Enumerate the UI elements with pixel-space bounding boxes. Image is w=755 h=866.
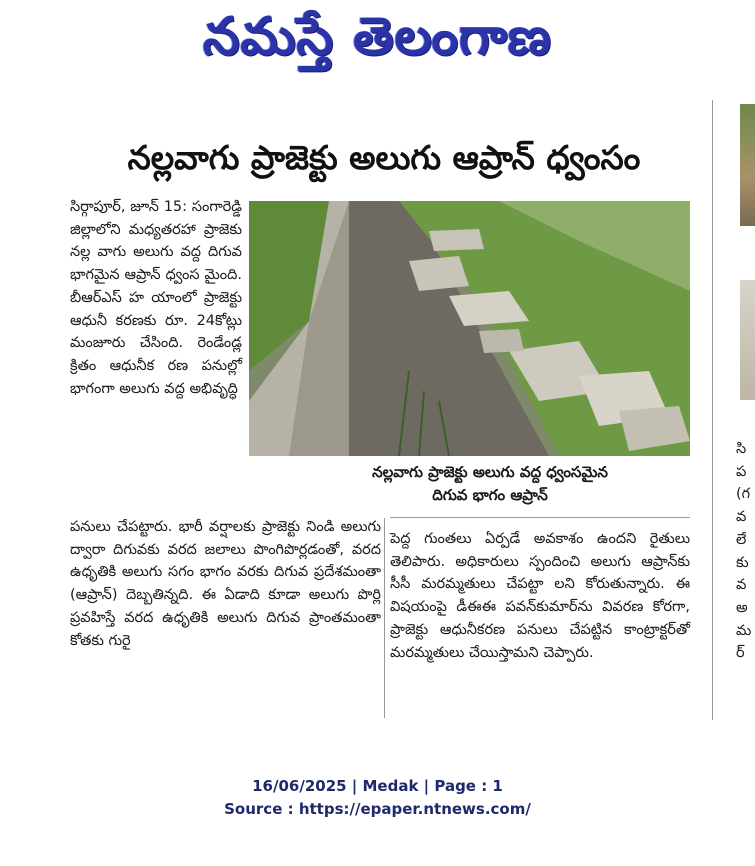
adjacent-text-line: సి	[736, 441, 747, 457]
newspaper-masthead: నమస్తే తెలంగాణ	[203, 7, 552, 67]
column-divider	[384, 518, 385, 718]
footer-edition-info: 16/06/2025 | Medak | Page : 1	[252, 777, 503, 795]
article-body-bottom-left: పనులు చేపట్టారు. భారీ వర్షాలకు ప్రాజెక్టు నిండి అలుగు ద్వారా దిగువకు వరద జలాలు పొంగిపొర్లడంతో, వరద ఉధృతికి అలుగు సగం భాగం వరకు దిగువ ప్రదేశమంతా (ఆప్రాన్) దెబ్బతిన్నది. ఈ ఏడాది కూడా అలుగు పొర్లి ప్రవహిస్తే వరద ఉధృతికి అలుగు దిగువ ప్రాంతమంతా కోతకు గురై	[70, 519, 381, 649]
article-body-bottom-right: పెద్ద గుంతలు ఏర్పడే అవకాశం ఉందని రైతులు తెలిపారు. అధికారులు స్పందించి అలుగు ఆప్రాన్‌కు సీసీ మరమ్మతులు చేపట్టా లని కోరుతున్నారు. ఈ విషయంపై డీఈఈ పవన్‌కుమార్‌ను వివరణ కోరగా, ప్రాజెక్టు ఆధునీకరణ పనులు చేపట్టిన కాంట్రాక్టర్‌తో మరమ్మతులు చేయిస్తామని చెప్పారు.	[390, 531, 690, 661]
adjacent-text-line: మ	[736, 622, 752, 639]
adjacent-text-line: వ	[736, 509, 747, 526]
adjacent-article-text	[736, 438, 755, 665]
adjacent-text-line: కు	[736, 554, 749, 571]
adjacent-article-photo	[740, 104, 755, 226]
adjacent-text-line: అ	[736, 599, 748, 616]
photo-caption-line: నల్లవాగు ప్రాజెక్టు అలుగు వద్ద ధ్వంసమైన	[372, 463, 608, 481]
adjacent-text-line: లే	[736, 531, 747, 548]
adjacent-text-line: ప	[736, 463, 747, 480]
article-photo-damaged-apron	[249, 201, 690, 456]
adjacent-article-photo-2	[740, 280, 755, 400]
divider-line	[390, 517, 690, 518]
article-body-left-column: సిర్గాపూర్, జూన్ 15: సంగారెడ్డి జిల్లాలోని మధ్యతరహా ప్రాజెకు నల్ల వాగు అలుగు వద్ద దిగువ భాగమైన ఆప్రాన్ ధ్వంస మైంది. బీఆర్ఎస్ హ యాంలో ప్రాజెక్టు ఆధునీ కరణకు రూ. 24కోట్లు మంజూరు చేసింది. రెండేండ్ల క్రితం ఆధునీక రణ పనుల్లో భాగంగా అలుగు వద్ద అభివృద్ధి	[70, 199, 242, 397]
column-divider	[712, 100, 713, 720]
footer-source-link[interactable]: Source : https://epaper.ntnews.com/	[224, 800, 531, 818]
adjacent-text-line: వ	[736, 577, 747, 594]
photo-caption-line: దిగువ భాగం ఆప్రాన్	[432, 486, 548, 504]
photo-caption	[300, 461, 680, 507]
adjacent-text-line: ర్	[736, 645, 745, 662]
page-footer	[0, 775, 755, 821]
adjacent-text-line: (గ	[736, 486, 751, 503]
article-headline: నల్లవాగు ప్రాజెక్టు అలుగు ఆప్రాన్ ధ్వంసం	[127, 138, 641, 177]
